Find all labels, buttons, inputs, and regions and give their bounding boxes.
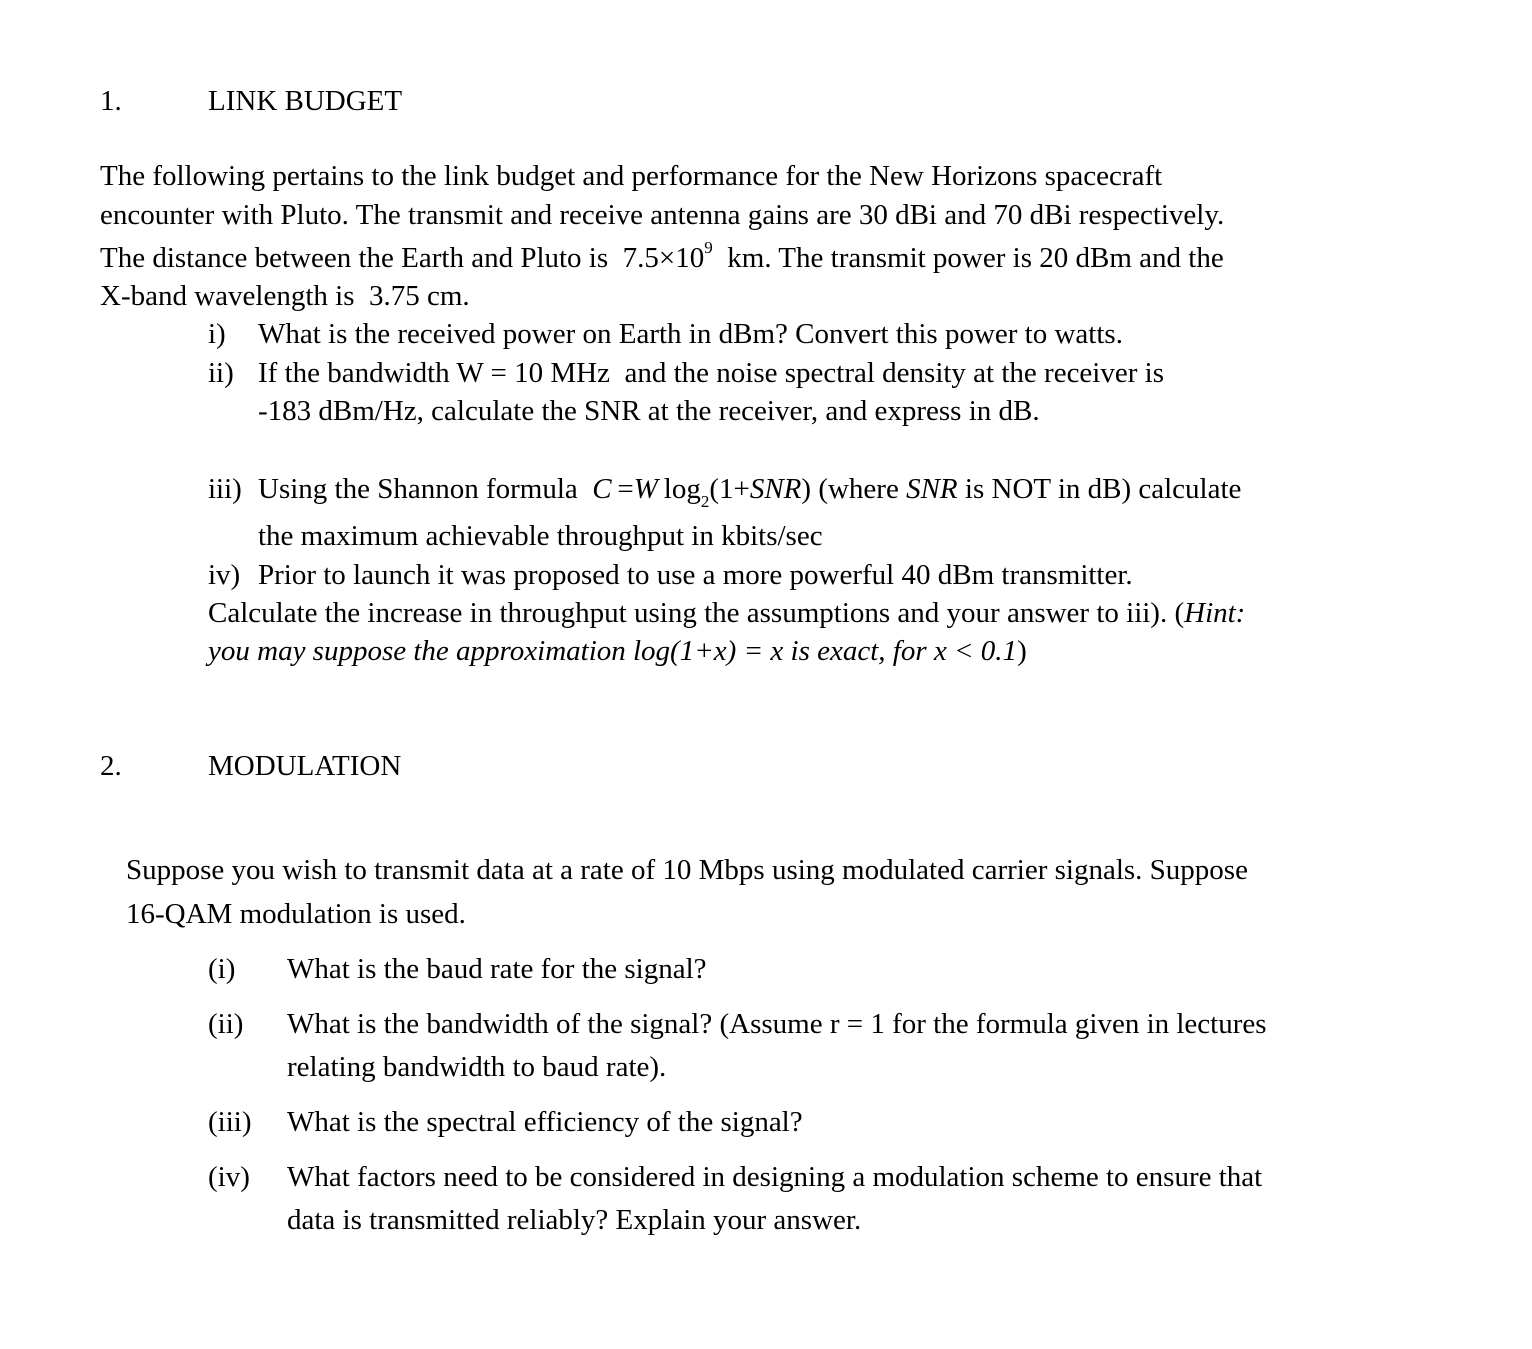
q3-line-1 (258, 473, 1242, 511)
q3-line-2: the maximum achievable throughput in kbits/sec (258, 520, 823, 552)
s2-item-3-line-1: What is the spectral efficiency of the signal? (287, 1106, 803, 1138)
q3-line-1-post: is NOT in dB) calculate (964, 473, 1242, 505)
bandwidth-value: W = 10 MHz (456, 357, 610, 389)
formula-close: ) (801, 473, 812, 505)
formula-log-base: 2 (700, 492, 710, 511)
q4-line-2-pre: Calculate the increase in throughput using the assumptions and your answer to iii). ( (208, 597, 1185, 629)
formula-w: W (633, 473, 658, 505)
shannon-formula (592, 473, 812, 511)
s1-intro-line-2: encounter with Pluto. The transmit and receive antenna gains are 30 dBi and 70 dBi respectively. (100, 199, 1225, 231)
distance-exponent: 9 (704, 238, 713, 257)
s2-item-2-line-1: What is the bandwidth of the signal? (Assume r = 1 for the formula given in lectures (287, 1008, 1267, 1040)
section-1-title: LINK BUDGET (208, 85, 403, 117)
q1-label: i) (208, 318, 226, 350)
q4-line-1: Prior to launch it was proposed to use a more powerful 40 dBm transmitter. (258, 559, 1133, 591)
q1-text: What is the received power on Earth in dBm? Convert this power to watts. (258, 318, 1123, 350)
s2-item-2-label: (ii) (208, 1008, 244, 1040)
s2-intro-line-1: Suppose you wish to transmit data at a rate of 10 Mbps using modulated carrier signals. Suppose (126, 854, 1248, 886)
s2-item-1-label: (i) (208, 953, 236, 985)
q4-label: iv) (208, 559, 241, 591)
s2-item-1-line-1: What is the baud rate for the signal? (287, 953, 707, 985)
s2-item-4-label: (iv) (208, 1161, 250, 1193)
s2-item-4-line-2: data is transmitted reliably? Explain your answer. (287, 1204, 862, 1236)
q4-line-3 (208, 637, 1027, 666)
s1-intro-line-4-pre: X-band wavelength is (100, 280, 355, 312)
s2-item-4-line-1: What factors need to be considered in designing a modulation scheme to ensure that (287, 1161, 1263, 1193)
q2-line-1 (258, 359, 1164, 388)
formula-open: (1+ (709, 473, 750, 505)
s1-intro-line-3 (100, 238, 1224, 274)
formula-equals: = (617, 473, 634, 505)
s2-item-2-line-2: relating bandwidth to baud rate). (287, 1051, 667, 1083)
q2-line-1-post: and the noise spectral density at the receiver is (624, 357, 1164, 389)
q3-line-1-pre: Using the Shannon formula (258, 473, 578, 505)
section-2-title: MODULATION (208, 750, 402, 782)
s2-item-3-label: (iii) (208, 1106, 252, 1138)
q3-label: iii) (208, 473, 242, 505)
q2-line-2: -183 dBm/Hz, calculate the SNR at the receiver, and express in dB. (258, 395, 1040, 427)
section-2-number: 2. (100, 750, 122, 782)
q4-line-2 (208, 599, 1245, 628)
hint-label: Hint: (1184, 597, 1246, 629)
distance-mantissa: 7.5 (622, 242, 659, 274)
snr-word: SNR (906, 473, 958, 505)
distance-value: $7.5\times 10^9$ (622, 238, 713, 274)
formula-log: log (663, 473, 701, 505)
s1-intro-line-4 (100, 282, 470, 311)
formula-c: C (592, 473, 612, 505)
q3-line-1-mid: (where (818, 473, 899, 505)
formula-snr: SNR (749, 473, 802, 505)
s1-intro-line-3-post: km. The transmit power is 20 dBm and the (727, 242, 1224, 274)
section-1-number: 1. (100, 85, 122, 117)
s2-intro-line-2: 16-QAM modulation is used. (126, 898, 466, 930)
s1-intro-line-1: The following pertains to the link budget and performance for the New Horizons spacecraft (100, 160, 1163, 192)
wavelength-value: 3.75 cm. (369, 280, 470, 312)
q2-label: ii) (208, 357, 234, 389)
q2-line-1-pre: If the bandwidth (258, 357, 450, 389)
hint-text: you may suppose the approximation log(1+x) = x is exact, for x < 0.1 (208, 635, 1018, 667)
distance-base: 10 (675, 242, 705, 274)
hint-close: ) (1017, 635, 1027, 667)
s1-intro-line-3-pre: The distance between the Earth and Pluto is (100, 242, 609, 274)
